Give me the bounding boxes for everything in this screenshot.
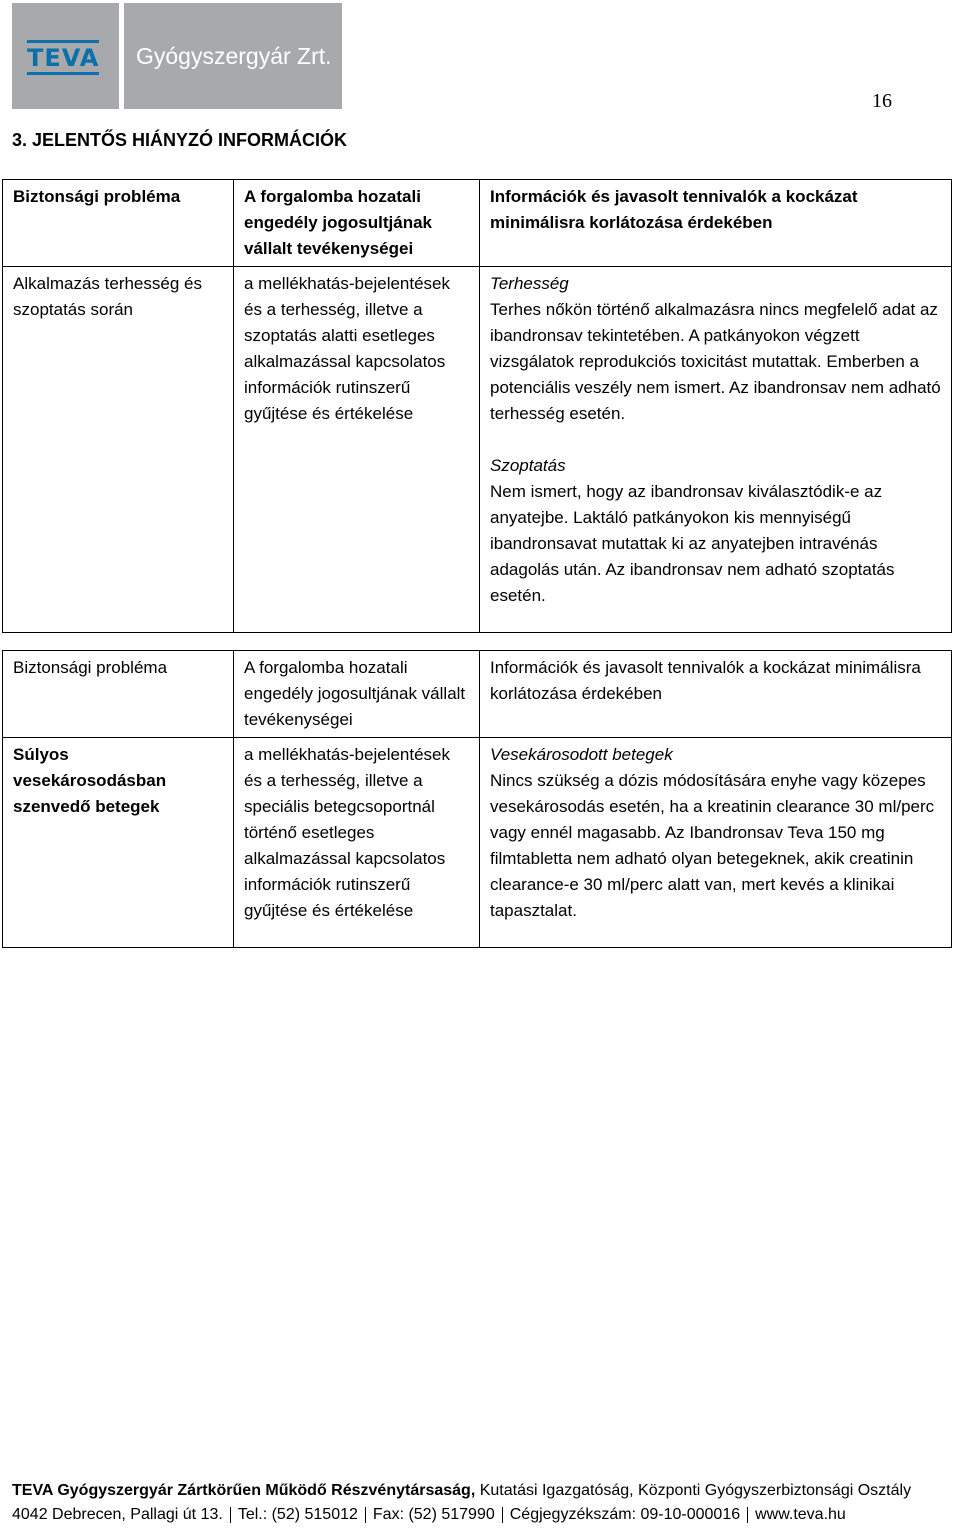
info-cell [480, 738, 952, 948]
info-heading-pregnancy: Terhesség [490, 274, 569, 293]
footer-separator [502, 1507, 503, 1523]
footer-separator [365, 1507, 366, 1523]
table-row [3, 738, 952, 948]
col-header-problem: Biztonsági probléma [3, 180, 234, 267]
info-text-pregnancy: Terhes nőkön történő alkalmazásra nincs megfelelő adat az ibandronsav tekintetében. A patkányokon végzett vizsgálatok reprodukciós toxicitást mutattak. Emberben a potenciális veszély nem ismert. Az ibandronsav nem adható terhesség esetén. [490, 300, 941, 423]
footer-tel: Tel.: (52) 515012 [237, 1506, 358, 1523]
table-header-row [3, 180, 952, 267]
page-number: 16 [872, 90, 892, 112]
col-header-info: Információk és javasolt tennivalók a kockázat minimálisra korlátozása érdekében [480, 651, 952, 738]
footer-separator [230, 1507, 231, 1523]
footer-line-2 [12, 1503, 911, 1527]
page-footer [12, 1479, 911, 1527]
teva-logo [12, 3, 119, 109]
col-header-activities: A forgalomba hozatali engedély jogosultjának vállalt tevékenységei [234, 651, 480, 738]
col-header-activities: A forgalomba hozatali engedély jogosultjának vállalt tevékenységei [234, 180, 480, 267]
info-heading-breastfeeding: Szoptatás [490, 456, 566, 475]
footer-web-link[interactable]: www.teva.hu [755, 1506, 846, 1523]
table-row [3, 267, 952, 633]
info-text-renal: Nincs szükség a dózis módosítására enyhe vagy közepes vesekárosodás esetén, ha a kreatinin clearance 30 ml/perc vagy ennél magasabb. Az Ibandronsav Teva 150 mg filmtabletta nem adható olyan betegeknek, akik creatinin clearance-e 30 ml/perc alatt van, mert kevés a klinikai tapasztalat. [490, 771, 935, 920]
table-header-row [3, 651, 952, 738]
company-banner [124, 3, 342, 109]
col-header-info: Információk és javasolt tennivalók a kockázat minimálisra korlátozása érdekében [480, 180, 952, 267]
problem-cell: Alkalmazás terhesség és szoptatás során [3, 267, 234, 633]
info-text-breastfeeding: Nem ismert, hogy az ibandronsav kiválasztódik-e az anyatejbe. Laktáló patkányokon kis mennyiségű ibandronsavat mutattak ki az anyatejben intravénás adagolás után. Az ibandronsav nem adható szoptatás esetén. [490, 482, 895, 605]
section-title [12, 130, 347, 151]
footer-address: 4042 Debrecen, Pallagi út 13. [12, 1506, 223, 1523]
info-heading-renal: Vesekárosodott betegek [490, 745, 673, 764]
footer-fax: Fax: (52) 517990 [372, 1506, 495, 1523]
company-name: Gyógyszergyár Zrt. [136, 43, 332, 69]
footer-company: TEVA Gyógyszergyár Zártkörűen Működő Részvénytársaság, [12, 1482, 476, 1499]
activities-cell: a mellékhatás-bejelentések és a terhesség, illetve a speciális betegcsoportnál történő esetleges alkalmazással kapcsolatos információk rutinszerű gyűjtése és értékelése [234, 738, 480, 948]
footer-line-1 [12, 1479, 911, 1503]
col-header-problem: Biztonsági probléma [3, 651, 234, 738]
activities-cell: a mellékhatás-bejelentések és a terhesség, illetve a szoptatás alatti esetleges alkalmazással kapcsolatos információk rutinszerű gyűjtése és értékelése [234, 267, 480, 633]
footer-reg: Cégjegyzékszám: 09-10-000016 [509, 1506, 741, 1523]
footer-dept: Kutatási Igazgatóság, Központi Gyógyszerbiztonsági Osztály [479, 1482, 912, 1499]
risk-table-pregnancy [2, 179, 952, 633]
risk-table-renal [2, 650, 952, 948]
teva-logo-text: TEVA [27, 44, 100, 72]
info-cell [480, 267, 952, 633]
section-title-text: 3. JELENTŐS HIÁNYZÓ INFORMÁCIÓK [12, 130, 348, 150]
footer-separator [747, 1507, 748, 1523]
problem-cell: Súlyos vesekárosodásban szenvedő betegek [3, 738, 234, 948]
